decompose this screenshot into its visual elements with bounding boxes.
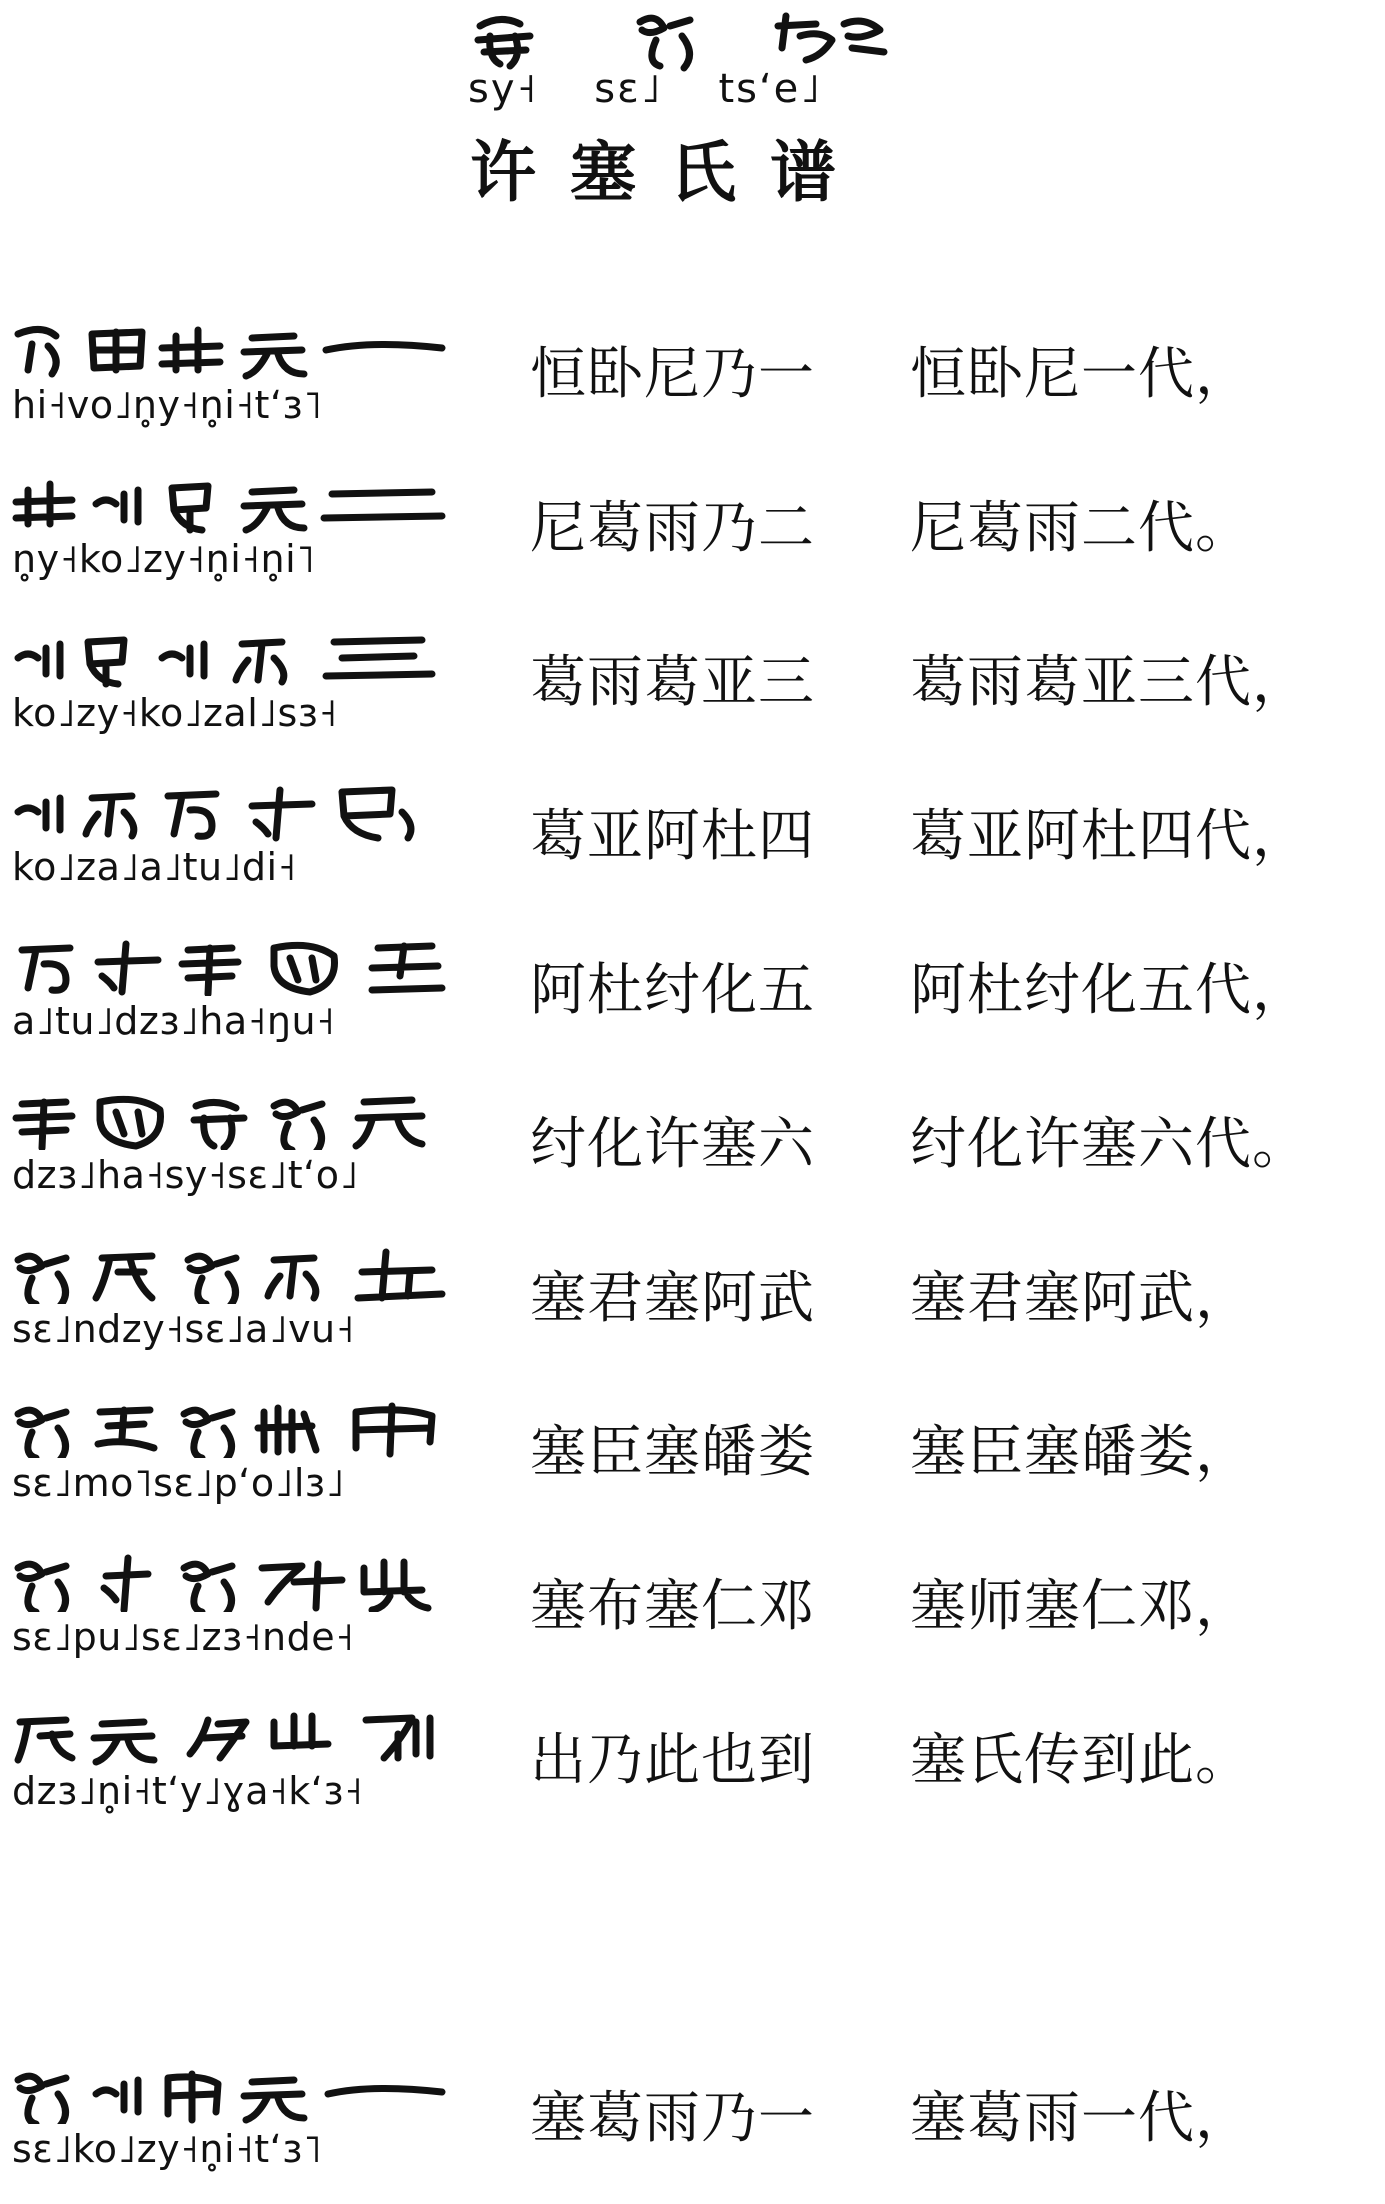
ipa-transcription: ko˩za˩a˩tu˩di˧: [12, 845, 297, 889]
genealogy-row: [0, 1090, 1385, 1230]
chinese-transliteration: 葛雨葛亚三: [530, 650, 815, 715]
genealogy-row: [0, 320, 1385, 460]
genealogy-row: [0, 782, 1385, 922]
ipa-transcription: a˩tu˩dzɜ˩ha˧ŋu˧: [12, 999, 336, 1043]
yi-script-line-image: [12, 782, 452, 842]
genealogy-row: [0, 1244, 1385, 1384]
title-ipa: [468, 66, 908, 116]
chinese-translation: 阿杜纣化五代，: [910, 958, 1309, 1023]
page-title: 许塞氏谱: [470, 133, 870, 211]
ipa-transcription: n̥y˧ko˩zy˧n̥i˧n̥i˥: [12, 537, 316, 581]
chinese-transliteration: 塞君塞阿武: [530, 1266, 815, 1331]
chinese-transliteration: 阿杜纣化五: [530, 958, 815, 1023]
chinese-translation: 尼葛雨二代。: [910, 496, 1252, 561]
chinese-transliteration: 葛亚阿杜四: [530, 804, 815, 869]
yi-script-title-image: [460, 6, 900, 72]
chinese-translation: 塞葛雨一代，: [910, 2086, 1252, 2151]
chinese-transliteration: 尼葛雨乃二: [530, 496, 815, 561]
ipa-transcription: sɛ˩mo˥sɛ˩pʻo˩lɜ˩: [12, 1461, 345, 1505]
genealogy-row: [0, 1398, 1385, 1538]
ipa-transcription: dzɜ˩n̥i˧tʻy˩ɣa˧kʻɜ˧: [12, 1769, 364, 1813]
chinese-translation: 恒卧尼一代，: [910, 342, 1252, 407]
chinese-translation: 塞君塞阿武，: [910, 1266, 1252, 1331]
chinese-transliteration: 塞布塞仁邓: [530, 1574, 815, 1639]
title-ipa-syllable: tsʻe˩: [718, 66, 823, 112]
chinese-translation: 纣化许塞六代。: [910, 1112, 1309, 1177]
yi-script-line-image: [12, 1090, 452, 1150]
ipa-transcription: dzɜ˩ha˧sy˧sɛ˩tʻo˩: [12, 1153, 359, 1197]
chinese-transliteration: 塞臣塞皤娄: [530, 1420, 815, 1485]
chinese-transliteration: 出乃此也到: [530, 1728, 815, 1793]
chinese-translation: 葛亚阿杜四代，: [910, 804, 1309, 869]
genealogy-row: [0, 628, 1385, 768]
title-ipa-syllable: sy˧: [468, 66, 539, 112]
yi-script-line-image: [12, 320, 452, 380]
document-header: [0, 0, 1385, 230]
yi-script-line-image: [12, 1244, 452, 1304]
chinese-translation: 塞师塞仁邓，: [910, 1574, 1252, 1639]
yi-script-line-image: [12, 1706, 452, 1766]
genealogy-row: [0, 1552, 1385, 1692]
ipa-transcription: sɛ˩pu˩sɛ˩zɜ˧nde˧: [12, 1615, 355, 1659]
ipa-transcription: ko˩zy˧ko˩zal˩sɜ˧: [12, 691, 338, 735]
yi-script-line-image: [12, 1552, 452, 1612]
chinese-transliteration: 塞葛雨乃一: [530, 2086, 815, 2151]
chinese-transliteration: 恒卧尼乃一: [530, 342, 815, 407]
chinese-translation: 塞臣塞皤娄，: [910, 1420, 1252, 1485]
yi-script-line-image: [12, 936, 452, 996]
chinese-translation: 塞氏传到此。: [910, 1728, 1252, 1793]
yi-script-line-image: [12, 1398, 452, 1458]
title-ipa-syllable: sɛ˩: [594, 66, 663, 112]
chinese-translation: 葛雨葛亚三代，: [910, 650, 1309, 715]
ipa-transcription: sɛ˩ko˩zy˧n̥i˧tʻɜ˥: [12, 2127, 323, 2171]
yi-script-line-image: [12, 474, 452, 534]
ipa-transcription: sɛ˩ndzy˧sɛ˩a˩vu˧: [12, 1307, 355, 1351]
yi-script-line-image: [12, 628, 452, 688]
genealogy-row: [0, 1706, 1385, 1846]
genealogy-row: [0, 2064, 1385, 2204]
chinese-transliteration: 纣化许塞六: [530, 1112, 815, 1177]
yi-script-line-image: [12, 2064, 452, 2124]
ipa-transcription: hi˧vo˩n̥y˧n̥i˧tʻɜ˥: [12, 383, 323, 427]
genealogy-row: [0, 474, 1385, 614]
genealogy-row: [0, 936, 1385, 1076]
